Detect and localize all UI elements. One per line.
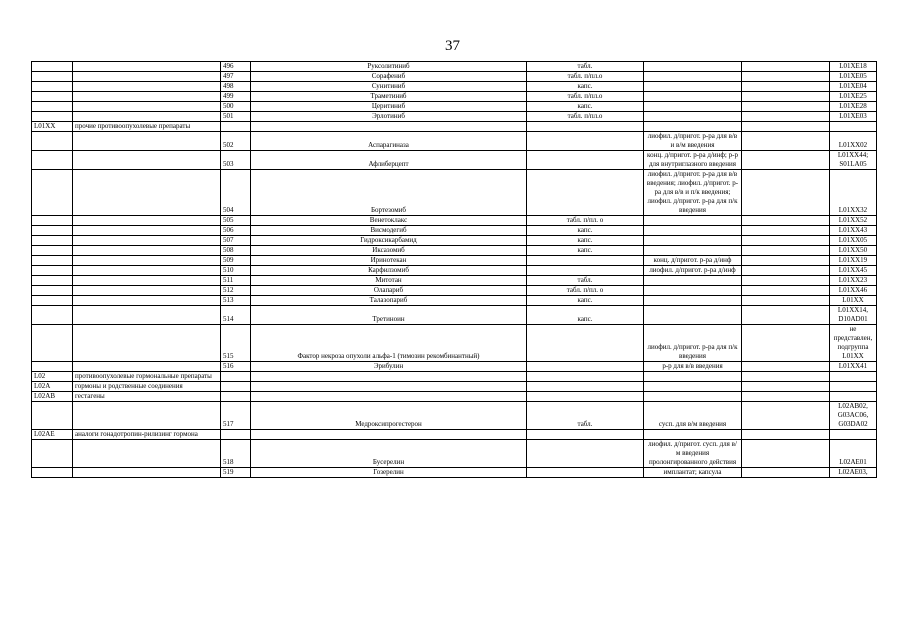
item-number-cell: 516 <box>221 362 251 372</box>
empty-cell <box>742 266 830 276</box>
drug-name-cell <box>251 430 527 440</box>
atc-code-cell: L01XE18 <box>830 62 877 72</box>
empty-cell <box>742 306 830 325</box>
group-name-cell: гормоны и родственные соединения <box>73 382 221 392</box>
item-number-cell: 511 <box>221 276 251 286</box>
dosage-form-cell: капс. <box>527 296 644 306</box>
dosage-form-alt-cell <box>644 92 742 102</box>
item-number-cell: 505 <box>221 216 251 226</box>
empty-cell <box>742 286 830 296</box>
item-number-cell: 507 <box>221 236 251 246</box>
atc-code-cell: L01XE03 <box>830 112 877 122</box>
dosage-form-alt-cell <box>644 62 742 72</box>
dosage-form-cell: табл. п/пл. о <box>527 216 644 226</box>
empty-cell <box>742 82 830 92</box>
drug-name-cell: Талазопариб <box>251 296 527 306</box>
dosage-form-alt-cell <box>644 372 742 382</box>
atc-group-code-cell <box>32 246 73 256</box>
item-number-cell: 509 <box>221 256 251 266</box>
table-row <box>32 306 877 325</box>
empty-cell <box>742 372 830 382</box>
dosage-form-cell <box>527 468 644 478</box>
dosage-form-alt-cell: имплантат; капсула <box>644 468 742 478</box>
table-row <box>32 236 877 246</box>
drug-name-cell: Эрлотиниб <box>251 112 527 122</box>
drug-name-cell: Третиноин <box>251 306 527 325</box>
dosage-form-cell <box>527 266 644 276</box>
empty-cell <box>742 151 830 170</box>
dosage-form-cell: табл. п/пл.о <box>527 92 644 102</box>
drug-name-cell: Карфилзомиб <box>251 266 527 276</box>
item-number-cell <box>221 122 251 132</box>
atc-code-cell <box>830 372 877 382</box>
empty-cell <box>742 122 830 132</box>
empty-cell <box>742 216 830 226</box>
dosage-form-cell <box>527 170 644 216</box>
table-row <box>32 430 877 440</box>
drug-name-cell <box>251 382 527 392</box>
group-name-cell <box>73 216 221 226</box>
group-name-cell <box>73 306 221 325</box>
item-number-cell: 501 <box>221 112 251 122</box>
item-number-cell: 518 <box>221 440 251 468</box>
group-name-cell <box>73 132 221 151</box>
dosage-form-cell <box>527 382 644 392</box>
atc-code-cell: L01XX19 <box>830 256 877 266</box>
empty-cell <box>742 170 830 216</box>
drug-name-cell: Бусерелин <box>251 440 527 468</box>
atc-group-code-cell <box>32 325 73 362</box>
empty-cell <box>742 246 830 256</box>
atc-code-cell: L01XX14, D10AD01 <box>830 306 877 325</box>
table-row <box>32 92 877 102</box>
drug-name-cell: Гидроксикарбамид <box>251 236 527 246</box>
atc-group-code-cell <box>32 362 73 372</box>
dosage-form-cell <box>527 132 644 151</box>
atc-code-cell: L02AB02, G03AC06, G03DA02 <box>830 402 877 430</box>
group-name-cell: гестагены <box>73 392 221 402</box>
atc-group-code-cell <box>32 112 73 122</box>
atc-group-code-cell <box>32 82 73 92</box>
dosage-form-cell: табл. п/пл.о <box>527 112 644 122</box>
item-number-cell: 502 <box>221 132 251 151</box>
dosage-form-alt-cell <box>644 382 742 392</box>
atc-code-cell: L01XX46 <box>830 286 877 296</box>
atc-group-code-cell <box>32 132 73 151</box>
empty-cell <box>742 102 830 112</box>
table-row <box>32 216 877 226</box>
dosage-form-cell <box>527 440 644 468</box>
table-row <box>32 72 877 82</box>
atc-code-cell: L01XX52 <box>830 216 877 226</box>
dosage-form-alt-cell: лиофил. д/пригот. р-ра для п/к введения <box>644 325 742 362</box>
dosage-form-alt-cell <box>644 286 742 296</box>
item-number-cell: 512 <box>221 286 251 296</box>
drug-name-cell <box>251 392 527 402</box>
empty-cell <box>742 296 830 306</box>
atc-code-cell: L01XX41 <box>830 362 877 372</box>
dosage-form-cell: табл. п/пл.о <box>527 72 644 82</box>
item-number-cell: 514 <box>221 306 251 325</box>
dosage-form-alt-cell: лиофил. д/пригот. р-ра для в/в введения; лиофил. д/пригот. р-ра для в/в и п/к введения; лиофил. д/пригот. р-ра для п/к введения <box>644 170 742 216</box>
item-number-cell: 496 <box>221 62 251 72</box>
dosage-form-alt-cell <box>644 112 742 122</box>
atc-code-cell: L01XX23 <box>830 276 877 286</box>
dosage-form-cell <box>527 256 644 266</box>
atc-code-cell: L01XX02 <box>830 132 877 151</box>
dosage-form-cell: табл. п/пл. о <box>527 286 644 296</box>
empty-cell <box>742 92 830 102</box>
empty-cell <box>742 226 830 236</box>
group-name-cell: прочие противоопухолевые препараты <box>73 122 221 132</box>
atc-code-cell: L01XE05 <box>830 72 877 82</box>
drug-name-cell: Сунитиниб <box>251 82 527 92</box>
dosage-form-alt-cell <box>644 296 742 306</box>
dosage-form-alt-cell <box>644 122 742 132</box>
table-body <box>32 62 877 478</box>
item-number-cell <box>221 430 251 440</box>
drug-name-cell: Бортезомиб <box>251 170 527 216</box>
drug-name-cell: Фактор некроза опухоли альфа-1 (тимозин рекомбинантный) <box>251 325 527 362</box>
atc-group-code-cell <box>32 92 73 102</box>
table-row <box>32 382 877 392</box>
item-number-cell <box>221 372 251 382</box>
group-name-cell <box>73 62 221 72</box>
dosage-form-alt-cell <box>644 72 742 82</box>
drug-name-cell <box>251 122 527 132</box>
table-row <box>32 266 877 276</box>
drug-name-cell <box>251 372 527 382</box>
atc-group-code-cell <box>32 402 73 430</box>
dosage-form-alt-cell: конц. д/пригот. р-ра д/инф; р-р для внутриглазного введения <box>644 151 742 170</box>
drug-name-cell: Митотан <box>251 276 527 286</box>
table-row <box>32 402 877 430</box>
empty-cell <box>742 402 830 430</box>
atc-code-cell: L02AE03, <box>830 468 877 478</box>
empty-cell <box>742 256 830 266</box>
atc-group-code-cell <box>32 102 73 112</box>
group-name-cell <box>73 226 221 236</box>
dosage-form-cell <box>527 392 644 402</box>
dosage-form-alt-cell <box>644 82 742 92</box>
atc-group-code-cell <box>32 226 73 236</box>
dosage-form-alt-cell <box>644 226 742 236</box>
dosage-form-alt-cell <box>644 392 742 402</box>
drug-name-cell: Траметиниб <box>251 92 527 102</box>
atc-code-cell: L01XE28 <box>830 102 877 112</box>
dosage-form-cell <box>527 430 644 440</box>
drug-name-cell: Сорафениб <box>251 72 527 82</box>
atc-group-code-cell: L02AB <box>32 392 73 402</box>
dosage-form-alt-cell <box>644 216 742 226</box>
item-number-cell <box>221 392 251 402</box>
atc-group-code-cell <box>32 216 73 226</box>
item-number-cell: 504 <box>221 170 251 216</box>
table-row <box>32 276 877 286</box>
item-number-cell: 515 <box>221 325 251 362</box>
table-row <box>32 246 877 256</box>
atc-group-code-cell <box>32 306 73 325</box>
dosage-form-cell <box>527 325 644 362</box>
drug-name-cell: Медроксипрогестерон <box>251 402 527 430</box>
dosage-form-cell: капс. <box>527 226 644 236</box>
item-number-cell: 497 <box>221 72 251 82</box>
group-name-cell <box>73 82 221 92</box>
atc-code-cell <box>830 382 877 392</box>
item-number-cell: 519 <box>221 468 251 478</box>
drug-name-cell: Олапариб <box>251 286 527 296</box>
dosage-form-cell: капс. <box>527 102 644 112</box>
atc-group-code-cell <box>32 296 73 306</box>
group-name-cell <box>73 296 221 306</box>
table-row <box>32 226 877 236</box>
atc-group-code-cell <box>32 151 73 170</box>
page-number: 37 <box>445 38 460 54</box>
dosage-form-alt-cell <box>644 306 742 325</box>
dosage-form-alt-cell <box>644 246 742 256</box>
atc-group-code-cell <box>32 256 73 266</box>
empty-cell <box>742 72 830 82</box>
table-row <box>32 296 877 306</box>
table-row <box>32 325 877 362</box>
atc-code-cell <box>830 122 877 132</box>
group-name-cell <box>73 468 221 478</box>
dosage-form-cell: капс. <box>527 82 644 92</box>
group-name-cell <box>73 72 221 82</box>
drug-name-cell: Церитиниб <box>251 102 527 112</box>
empty-cell <box>742 62 830 72</box>
dosage-form-alt-cell: лиофил. д/пригот. р-ра для в/в и в/м введения <box>644 132 742 151</box>
item-number-cell: 500 <box>221 102 251 112</box>
atc-code-cell <box>830 430 877 440</box>
atc-code-cell: L01XX44; S01LA05 <box>830 151 877 170</box>
empty-cell <box>742 440 830 468</box>
atc-group-code-cell <box>32 468 73 478</box>
atc-group-code-cell: L02 <box>32 372 73 382</box>
item-number-cell: 508 <box>221 246 251 256</box>
dosage-form-cell <box>527 362 644 372</box>
group-name-cell: аналоги гонадотропин-рилизинг гормона <box>73 430 221 440</box>
group-name-cell <box>73 286 221 296</box>
empty-cell <box>742 382 830 392</box>
group-name-cell <box>73 266 221 276</box>
table-row <box>32 102 877 112</box>
table-row <box>32 82 877 92</box>
table-row <box>32 440 877 468</box>
dosage-form-cell: капс. <box>527 236 644 246</box>
dosage-form-alt-cell: сусп. для в/м введения <box>644 402 742 430</box>
group-name-cell <box>73 276 221 286</box>
dosage-form-cell <box>527 372 644 382</box>
item-number-cell: 499 <box>221 92 251 102</box>
group-name-cell <box>73 325 221 362</box>
group-name-cell <box>73 246 221 256</box>
table-row <box>32 122 877 132</box>
dosage-form-cell <box>527 122 644 132</box>
dosage-form-alt-cell <box>644 430 742 440</box>
drug-name-cell: Руксолитиниб <box>251 62 527 72</box>
drug-name-cell: Афлиберцепт <box>251 151 527 170</box>
empty-cell <box>742 236 830 246</box>
item-number-cell: 498 <box>221 82 251 92</box>
group-name-cell <box>73 256 221 266</box>
drug-name-cell: Эрибулин <box>251 362 527 372</box>
group-name-cell <box>73 362 221 372</box>
dosage-form-cell: табл. <box>527 62 644 72</box>
group-name-cell <box>73 151 221 170</box>
dosage-form-alt-cell: лиофил. д/пригот. сусп. для в/м введения пролонгированного действия <box>644 440 742 468</box>
table-row <box>32 62 877 72</box>
empty-cell <box>742 362 830 372</box>
dosage-form-cell: табл. <box>527 402 644 430</box>
dosage-form-cell: капс. <box>527 306 644 325</box>
atc-group-code-cell <box>32 440 73 468</box>
atc-code-cell: L01XE25 <box>830 92 877 102</box>
dosage-form-cell: табл. <box>527 276 644 286</box>
table-row <box>32 132 877 151</box>
drug-name-cell: Иринотекан <box>251 256 527 266</box>
atc-group-code-cell <box>32 62 73 72</box>
dosage-form-cell <box>527 151 644 170</box>
atc-code-cell: не представлен, подгруппа L01XX <box>830 325 877 362</box>
table-row <box>32 362 877 372</box>
drug-name-cell: Висмодегиб <box>251 226 527 236</box>
atc-code-cell: L01XX45 <box>830 266 877 276</box>
atc-group-code-cell <box>32 170 73 216</box>
item-number-cell: 506 <box>221 226 251 236</box>
item-number-cell: 517 <box>221 402 251 430</box>
dosage-form-alt-cell: р-р для в/в введения <box>644 362 742 372</box>
empty-cell <box>742 132 830 151</box>
atc-code-cell: L01XX50 <box>830 246 877 256</box>
empty-cell <box>742 276 830 286</box>
atc-group-code-cell: L02AE <box>32 430 73 440</box>
dosage-form-alt-cell: конц. д/пригот. р-ра д/инф <box>644 256 742 266</box>
empty-cell <box>742 392 830 402</box>
table-row <box>32 372 877 382</box>
atc-group-code-cell <box>32 266 73 276</box>
atc-code-cell: L01XX <box>830 296 877 306</box>
drug-list-table <box>31 61 877 478</box>
drug-name-cell: Аспарагиназа <box>251 132 527 151</box>
item-number-cell <box>221 382 251 392</box>
item-number-cell: 513 <box>221 296 251 306</box>
dosage-form-alt-cell <box>644 236 742 246</box>
atc-code-cell: L01XX43 <box>830 226 877 236</box>
dosage-form-cell: капс. <box>527 246 644 256</box>
group-name-cell <box>73 402 221 430</box>
atc-code-cell <box>830 392 877 402</box>
empty-cell <box>742 430 830 440</box>
atc-code-cell: L01XX32 <box>830 170 877 216</box>
group-name-cell <box>73 170 221 216</box>
group-name-cell <box>73 92 221 102</box>
drug-name-cell: Гозерелин <box>251 468 527 478</box>
group-name-cell: противоопухолевые гормональные препараты <box>73 372 221 382</box>
dosage-form-alt-cell: лиофил. д/пригот. р-ра д/инф <box>644 266 742 276</box>
atc-group-code-cell <box>32 236 73 246</box>
atc-code-cell: L02AE01 <box>830 440 877 468</box>
table-row <box>32 286 877 296</box>
table-row <box>32 468 877 478</box>
atc-group-code-cell <box>32 276 73 286</box>
atc-group-code-cell <box>32 286 73 296</box>
atc-code-cell: L01XX05 <box>830 236 877 246</box>
group-name-cell <box>73 236 221 246</box>
empty-cell <box>742 112 830 122</box>
atc-group-code-cell: L01XX <box>32 122 73 132</box>
group-name-cell <box>73 440 221 468</box>
group-name-cell <box>73 102 221 112</box>
group-name-cell <box>73 112 221 122</box>
dosage-form-alt-cell <box>644 276 742 286</box>
table-row <box>32 112 877 122</box>
empty-cell <box>742 325 830 362</box>
drug-name-cell: Венетоклакс <box>251 216 527 226</box>
atc-group-code-cell: L02A <box>32 382 73 392</box>
drug-name-cell: Иксазомиб <box>251 246 527 256</box>
table-row <box>32 256 877 266</box>
empty-cell <box>742 468 830 478</box>
atc-code-cell: L01XE04 <box>830 82 877 92</box>
item-number-cell: 510 <box>221 266 251 276</box>
table-row <box>32 170 877 216</box>
item-number-cell: 503 <box>221 151 251 170</box>
dosage-form-alt-cell <box>644 102 742 112</box>
atc-group-code-cell <box>32 72 73 82</box>
table-row <box>32 392 877 402</box>
table-row <box>32 151 877 170</box>
